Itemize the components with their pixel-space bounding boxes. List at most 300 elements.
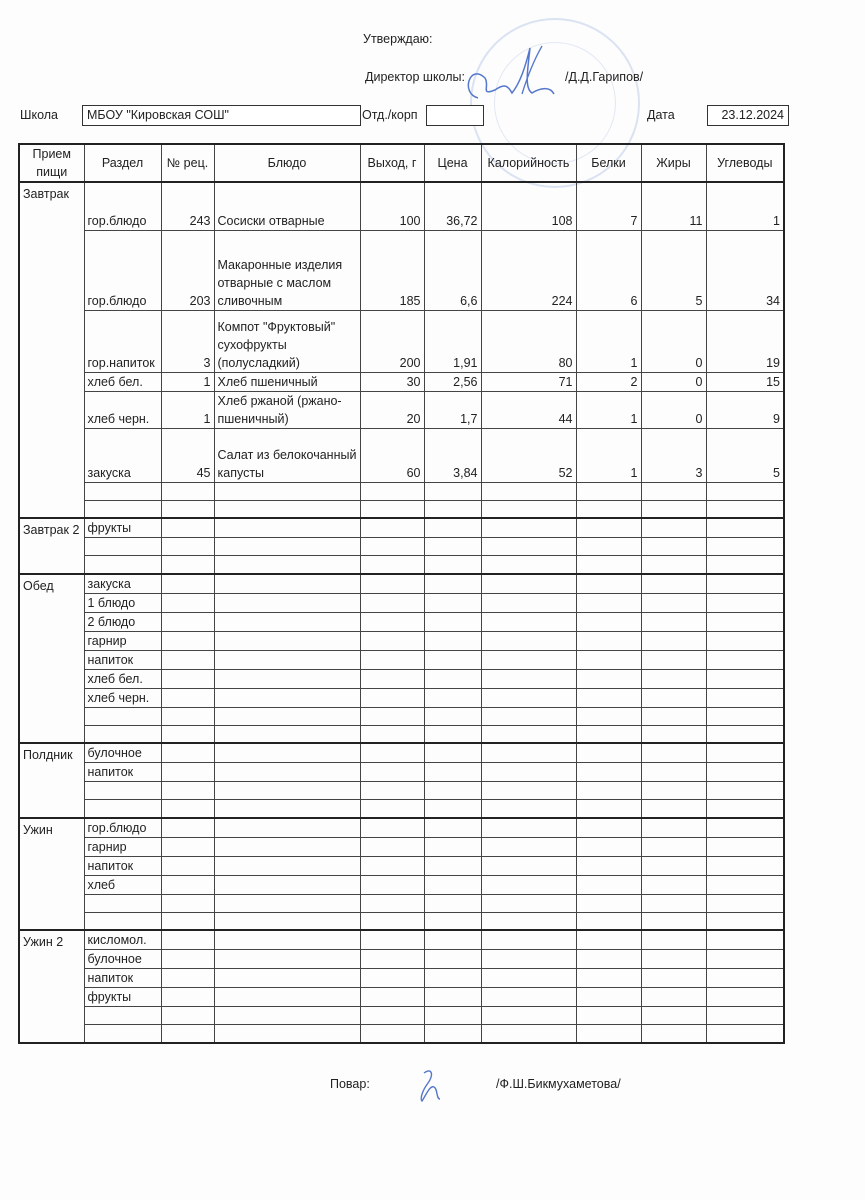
protein-cell (576, 875, 641, 894)
table-row (19, 182, 784, 230)
price-cell (424, 818, 481, 838)
yield-cell (360, 538, 424, 556)
fat-cell (641, 988, 706, 1007)
section-cell: закуска (84, 574, 161, 594)
carbs-cell (706, 969, 784, 988)
protein-cell (576, 930, 641, 950)
yield-cell (360, 556, 424, 574)
cook-label: Повар: (330, 1077, 370, 1091)
protein-cell (576, 612, 641, 631)
recipe-cell (161, 500, 214, 518)
price-cell (424, 856, 481, 875)
price-cell (424, 482, 481, 500)
kcal-cell: 44 (481, 391, 576, 428)
carbs-cell (706, 482, 784, 500)
recipe-cell: 243 (161, 182, 214, 230)
protein-cell (576, 800, 641, 818)
carbs-cell (706, 875, 784, 894)
recipe-cell (161, 950, 214, 969)
yield-cell: 100 (360, 182, 424, 230)
carbs-cell (706, 988, 784, 1007)
yield-cell: 60 (360, 428, 424, 482)
kcal-cell (481, 707, 576, 725)
price-cell (424, 574, 481, 594)
yield-cell (360, 950, 424, 969)
price-cell (424, 688, 481, 707)
kcal-cell: 224 (481, 230, 576, 310)
protein-cell: 1 (576, 391, 641, 428)
carbs-cell (706, 612, 784, 631)
protein-cell (576, 894, 641, 912)
carbs-cell (706, 725, 784, 743)
fat-cell: 3 (641, 428, 706, 482)
cook-name: /Ф.Ш.Бикмухаметова/ (496, 1077, 621, 1091)
protein-cell (576, 500, 641, 518)
section-cell: напиток (84, 650, 161, 669)
kcal-cell (481, 574, 576, 594)
section-cell (84, 538, 161, 556)
kcal-cell (481, 743, 576, 763)
carbs-cell (706, 631, 784, 650)
price-cell: 2,56 (424, 372, 481, 391)
recipe-cell (161, 1007, 214, 1025)
recipe-cell: 45 (161, 428, 214, 482)
recipe-cell (161, 518, 214, 538)
price-cell: 3,84 (424, 428, 481, 482)
carbs-cell: 34 (706, 230, 784, 310)
yield-cell (360, 593, 424, 612)
price-cell (424, 837, 481, 856)
dish-cell (214, 574, 360, 594)
fat-cell (641, 482, 706, 500)
kcal-cell (481, 1025, 576, 1043)
carbs-cell (706, 782, 784, 800)
table-row (19, 631, 784, 650)
dish-cell (214, 688, 360, 707)
director-label: Директор школы: (365, 70, 465, 84)
recipe-cell (161, 818, 214, 838)
section-cell: напиток (84, 969, 161, 988)
table-row (19, 428, 784, 482)
protein-cell (576, 969, 641, 988)
section-cell: фрукты (84, 518, 161, 538)
carbs-cell (706, 650, 784, 669)
recipe-cell: 203 (161, 230, 214, 310)
fat-cell (641, 707, 706, 725)
protein-cell (576, 669, 641, 688)
kcal-cell (481, 875, 576, 894)
recipe-cell (161, 669, 214, 688)
price-cell (424, 612, 481, 631)
section-cell: булочное (84, 950, 161, 969)
price-cell (424, 894, 481, 912)
column-header: Блюдо (214, 144, 360, 182)
dish-cell (214, 969, 360, 988)
yield-cell (360, 837, 424, 856)
kcal-cell (481, 1007, 576, 1025)
fat-cell (641, 875, 706, 894)
fat-cell (641, 612, 706, 631)
column-header: Жиры (641, 144, 706, 182)
price-cell (424, 669, 481, 688)
date-label: Дата (647, 108, 675, 122)
carbs-cell (706, 743, 784, 763)
fat-cell (641, 725, 706, 743)
table-row (19, 500, 784, 518)
recipe-cell: 3 (161, 310, 214, 372)
fat-cell (641, 518, 706, 538)
recipe-cell (161, 856, 214, 875)
price-cell (424, 1007, 481, 1025)
meal-cell: Ужин 2 (19, 930, 84, 1043)
table-row (19, 950, 784, 969)
section-cell: 1 блюдо (84, 593, 161, 612)
price-cell: 1,7 (424, 391, 481, 428)
fat-cell (641, 538, 706, 556)
dish-cell (214, 912, 360, 930)
fat-cell (641, 837, 706, 856)
price-cell (424, 912, 481, 930)
dish-cell (214, 538, 360, 556)
dish-cell: Сосиски отварные (214, 182, 360, 230)
kcal-cell (481, 650, 576, 669)
column-header: Белки (576, 144, 641, 182)
table-row (19, 707, 784, 725)
dish-cell (214, 763, 360, 782)
recipe-cell (161, 912, 214, 930)
yield-cell (360, 856, 424, 875)
protein-cell: 2 (576, 372, 641, 391)
price-cell (424, 707, 481, 725)
recipe-cell (161, 930, 214, 950)
kcal-cell (481, 988, 576, 1007)
price-cell (424, 631, 481, 650)
recipe-cell (161, 875, 214, 894)
table-row (19, 391, 784, 428)
kcal-cell (481, 500, 576, 518)
kcal-cell (481, 669, 576, 688)
school-field[interactable]: МБОУ "Кировская СОШ" (82, 105, 361, 126)
carbs-cell (706, 707, 784, 725)
yield-cell: 20 (360, 391, 424, 428)
yield-cell (360, 818, 424, 838)
meal-cell: Полдник (19, 743, 84, 818)
yield-cell (360, 631, 424, 650)
carbs-cell (706, 856, 784, 875)
yield-cell (360, 800, 424, 818)
table-row (19, 743, 784, 763)
meal-cell: Завтрак (19, 182, 84, 518)
kcal-cell (481, 763, 576, 782)
fat-cell (641, 743, 706, 763)
yield-cell (360, 612, 424, 631)
recipe-cell (161, 725, 214, 743)
kcal-cell (481, 556, 576, 574)
carbs-cell (706, 538, 784, 556)
table-row (19, 230, 784, 310)
kcal-cell (481, 725, 576, 743)
protein-cell (576, 688, 641, 707)
carbs-cell (706, 556, 784, 574)
table-row (19, 875, 784, 894)
recipe-cell (161, 688, 214, 707)
section-cell (84, 912, 161, 930)
kcal-cell (481, 688, 576, 707)
section-cell: хлеб черн. (84, 391, 161, 428)
section-cell: фрукты (84, 988, 161, 1007)
table-row (19, 482, 784, 500)
section-cell: закуска (84, 428, 161, 482)
carbs-cell: 9 (706, 391, 784, 428)
fat-cell (641, 782, 706, 800)
section-cell: хлеб черн. (84, 688, 161, 707)
table-row (19, 818, 784, 838)
section-cell (84, 1007, 161, 1025)
price-cell: 36,72 (424, 182, 481, 230)
dish-cell (214, 1025, 360, 1043)
table-row (19, 930, 784, 950)
protein-cell (576, 782, 641, 800)
price-cell (424, 556, 481, 574)
yield-cell (360, 894, 424, 912)
kcal-cell (481, 856, 576, 875)
yield-cell (360, 930, 424, 950)
column-header: Раздел (84, 144, 161, 182)
kcal-cell (481, 631, 576, 650)
yield-cell (360, 707, 424, 725)
fat-cell (641, 650, 706, 669)
kcal-cell (481, 782, 576, 800)
fat-cell: 0 (641, 391, 706, 428)
fat-cell (641, 688, 706, 707)
kcal-cell (481, 538, 576, 556)
fat-cell (641, 969, 706, 988)
kcal-cell (481, 518, 576, 538)
fat-cell (641, 593, 706, 612)
dish-cell (214, 856, 360, 875)
recipe-cell (161, 612, 214, 631)
price-cell (424, 743, 481, 763)
table-row (19, 800, 784, 818)
kcal-cell (481, 950, 576, 969)
kcal-cell (481, 593, 576, 612)
dish-cell (214, 669, 360, 688)
protein-cell (576, 912, 641, 930)
dish-cell (214, 707, 360, 725)
table-row (19, 725, 784, 743)
recipe-cell: 1 (161, 372, 214, 391)
yield-cell: 30 (360, 372, 424, 391)
dish-cell (214, 650, 360, 669)
yield-cell (360, 763, 424, 782)
table-row (19, 837, 784, 856)
yield-cell (360, 1025, 424, 1043)
protein-cell (576, 538, 641, 556)
section-cell: хлеб бел. (84, 669, 161, 688)
recipe-cell (161, 969, 214, 988)
table-row (19, 763, 784, 782)
kcal-cell (481, 800, 576, 818)
protein-cell (576, 556, 641, 574)
table-row (19, 669, 784, 688)
section-cell: напиток (84, 763, 161, 782)
table-row (19, 310, 784, 372)
table-header-row (19, 144, 784, 182)
yield-cell (360, 969, 424, 988)
yield-cell (360, 518, 424, 538)
dish-cell: Хлеб ржаной (ржано-пшеничный) (214, 391, 360, 428)
yield-cell (360, 988, 424, 1007)
date-field[interactable]: 23.12.2024 (707, 105, 789, 126)
yield-cell (360, 725, 424, 743)
kcal-cell: 80 (481, 310, 576, 372)
carbs-cell (706, 669, 784, 688)
recipe-cell (161, 631, 214, 650)
table-row (19, 782, 784, 800)
recipe-cell (161, 988, 214, 1007)
dish-cell (214, 930, 360, 950)
dish-cell (214, 875, 360, 894)
fat-cell (641, 950, 706, 969)
dish-cell (214, 800, 360, 818)
dish-cell (214, 743, 360, 763)
table-row (19, 593, 784, 612)
table-row (19, 612, 784, 631)
price-cell (424, 1025, 481, 1043)
fat-cell (641, 856, 706, 875)
fat-cell (641, 818, 706, 838)
protein-cell (576, 856, 641, 875)
carbs-cell (706, 763, 784, 782)
protein-cell (576, 1007, 641, 1025)
fat-cell (641, 912, 706, 930)
price-cell (424, 538, 481, 556)
recipe-cell (161, 650, 214, 669)
section-cell (84, 556, 161, 574)
carbs-cell (706, 500, 784, 518)
kcal-cell (481, 612, 576, 631)
table-row (19, 894, 784, 912)
section-cell: кисломол. (84, 930, 161, 950)
fat-cell (641, 631, 706, 650)
price-cell (424, 763, 481, 782)
dish-cell (214, 725, 360, 743)
carbs-cell (706, 818, 784, 838)
section-cell (84, 800, 161, 818)
kcal-cell (481, 969, 576, 988)
section-cell: гарнир (84, 837, 161, 856)
section-cell (84, 782, 161, 800)
table-row (19, 574, 784, 594)
protein-cell (576, 574, 641, 594)
section-cell: гор.блюдо (84, 230, 161, 310)
fat-cell: 0 (641, 310, 706, 372)
protein-cell (576, 518, 641, 538)
fat-cell (641, 500, 706, 518)
protein-cell (576, 631, 641, 650)
yield-cell (360, 650, 424, 669)
yield-cell: 185 (360, 230, 424, 310)
table-row (19, 856, 784, 875)
fat-cell: 11 (641, 182, 706, 230)
section-cell: гор.блюдо (84, 818, 161, 838)
yield-cell (360, 875, 424, 894)
yield-cell (360, 1007, 424, 1025)
recipe-cell (161, 1025, 214, 1043)
meal-cell: Обед (19, 574, 84, 744)
dish-cell (214, 818, 360, 838)
fat-cell: 0 (641, 372, 706, 391)
section-cell: гор.блюдо (84, 182, 161, 230)
protein-cell: 6 (576, 230, 641, 310)
protein-cell (576, 593, 641, 612)
dish-cell: Компот "Фруктовый" сухофрукты (полусладкий) (214, 310, 360, 372)
yield-cell: 200 (360, 310, 424, 372)
yield-cell (360, 688, 424, 707)
price-cell (424, 593, 481, 612)
section-cell: гарнир (84, 631, 161, 650)
kcal-cell (481, 894, 576, 912)
dish-cell (214, 556, 360, 574)
carbs-cell (706, 950, 784, 969)
protein-cell (576, 650, 641, 669)
section-cell: напиток (84, 856, 161, 875)
recipe-cell (161, 574, 214, 594)
protein-cell (576, 707, 641, 725)
section-cell (84, 707, 161, 725)
yield-cell (360, 912, 424, 930)
fat-cell (641, 930, 706, 950)
recipe-cell (161, 837, 214, 856)
carbs-cell (706, 894, 784, 912)
protein-cell (576, 988, 641, 1007)
section-cell (84, 725, 161, 743)
carbs-cell (706, 1025, 784, 1043)
price-cell (424, 875, 481, 894)
price-cell: 1,91 (424, 310, 481, 372)
carbs-cell (706, 837, 784, 856)
menu-table (18, 143, 785, 1044)
fat-cell (641, 800, 706, 818)
school-label: Школа (20, 108, 58, 122)
dish-cell (214, 631, 360, 650)
column-header: Выход, г (360, 144, 424, 182)
fat-cell (641, 574, 706, 594)
recipe-cell (161, 482, 214, 500)
section-cell (84, 894, 161, 912)
table-row (19, 912, 784, 930)
dept-label: Отд./корп (362, 108, 418, 122)
carbs-cell (706, 688, 784, 707)
meal-cell: Завтрак 2 (19, 518, 84, 574)
dept-field[interactable] (426, 105, 484, 126)
section-cell: хлеб (84, 875, 161, 894)
kcal-cell (481, 837, 576, 856)
recipe-cell (161, 556, 214, 574)
recipe-cell (161, 763, 214, 782)
carbs-cell: 1 (706, 182, 784, 230)
price-cell (424, 725, 481, 743)
fat-cell (641, 763, 706, 782)
yield-cell (360, 574, 424, 594)
recipe-cell (161, 707, 214, 725)
recipe-cell (161, 743, 214, 763)
table-row (19, 688, 784, 707)
yield-cell (360, 482, 424, 500)
price-cell (424, 800, 481, 818)
section-cell: гор.напиток (84, 310, 161, 372)
table-row (19, 518, 784, 538)
